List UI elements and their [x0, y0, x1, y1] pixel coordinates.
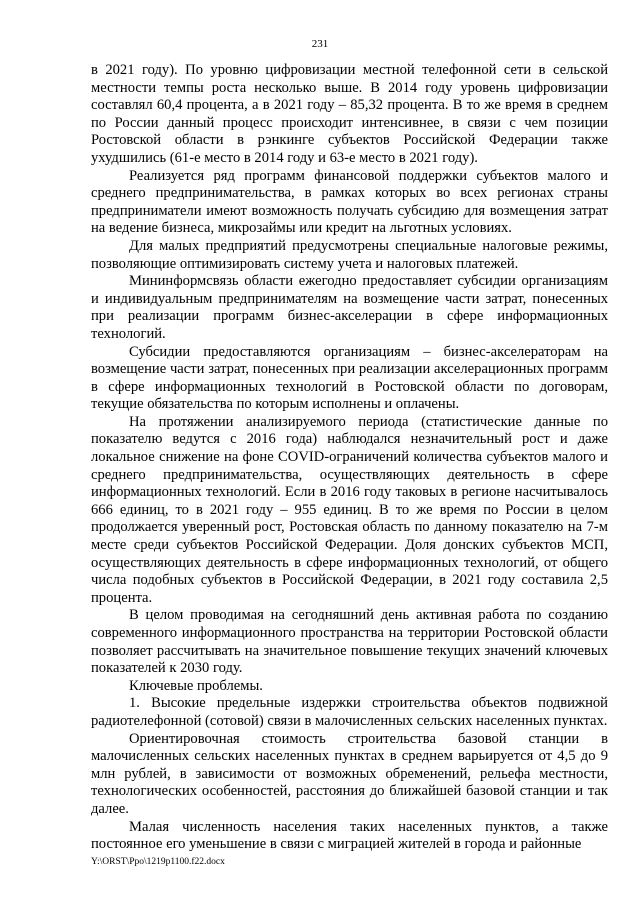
paragraph-4: Мининформсвязь области ежегодно предоставляет субсидии организациям и индивидуальным предпринимателям на возмещение части затрат, понесенных при реализации программ бизнес-акселерации в сфере информационных технологий. — [91, 273, 608, 342]
paragraph-1: в 2021 году). По уровню цифровизации местной телефонной сети в сельской местности темпы роста несколько выше. В 2014 году уровень цифровизации составлял 60,4 процента, а в 2021 году – 85,32 процента. В то же время в среднем по России данный процесс происходит интенсивнее, в связи с чем позиции Ростовской области в рэнкинге субъектов Российской Федерации также ухудшились (61-е место в 2014 году и 63-е место в 2021 году). — [91, 62, 608, 166]
paragraph-9: 1. Высокие предельные издержки строительства объектов подвижной радиотелефонной (сотовой) связи в малочисленных сельских населенных пунктах. — [91, 695, 608, 729]
paragraph-7: В целом проводимая на сегодняшний день активная работа по созданию современного информационного пространства на территории Ростовской области позволяет рассчитывать на значительное повышение текущих значений ключевых показателей к 2030 году. — [91, 607, 608, 677]
paragraph-11: Малая численность населения таких населенных пунктов, а также постоянное его уменьшение в связи с миграцией жителей в города и районные — [91, 818, 608, 853]
paragraph-5: Субсидии предоставляются организациям – бизнес-акселераторам на возмещение части затрат, понесенных при реализации акселерационных программ в сфере информационных технологий в Ростовской области по договорам, текущие обязательства по которым исполнены и оплачены. — [91, 343, 608, 413]
paragraph-2: Реализуется ряд программ финансовой поддержки субъектов малого и среднего предпринимательства, в рамках которых во всех регионах страны предприниматели имеют возможность получать субсидию для возмещения затрат на ведение бизнеса, микрозаймы или кредит на льготных условиях. — [91, 167, 608, 237]
document-body — [91, 62, 608, 854]
footer-file-path: Y:\ORST\Ppo\1219p1100.f22.docx — [91, 857, 225, 867]
paragraph-10: Ориентировочная стоимость строительства базовой станции в малочисленных сельских населенных пунктах в среднем варьируется от 4,5 до 9 млн рублей, в зависимости от возможных обременений, рельефа местности, технологических особенностей, расстояния до ближайшей базовой станции и так далее. — [91, 730, 608, 817]
paragraph-6: На протяжении анализируемого периода (статистические данные по показателю ведутся с 2016 года) наблюдался незначительный рост и даже локальное снижение на фоне COVID-ограничений количества субъектов малого и среднего предпринимательства, осуществляющих деятельность в сфере информационных технологий. Если в 2016 году таковых в регионе насчитывалось 666 единиц, то в 2021 году – 955 единиц. В то же время по России в целом продолжается уверенный рост, Ростовская область по данному показателю на 7-м месте среди субъектов Российской Федерации. Доля донских субъектов МСП, осуществляющих деятельность в сфере информационных технологий, от общего числа подобных субъектов в Российской Федерации, в 2021 году составила 2,5 процента. — [91, 413, 608, 606]
page-number: 231 — [311, 38, 329, 50]
paragraph-3: Для малых предприятий предусмотрены специальные налоговые режимы, позволяющие оптимизировать систему учета и налоговых платежей. — [91, 237, 608, 272]
section-heading-key-problems: Ключевые проблемы. — [129, 677, 263, 694]
